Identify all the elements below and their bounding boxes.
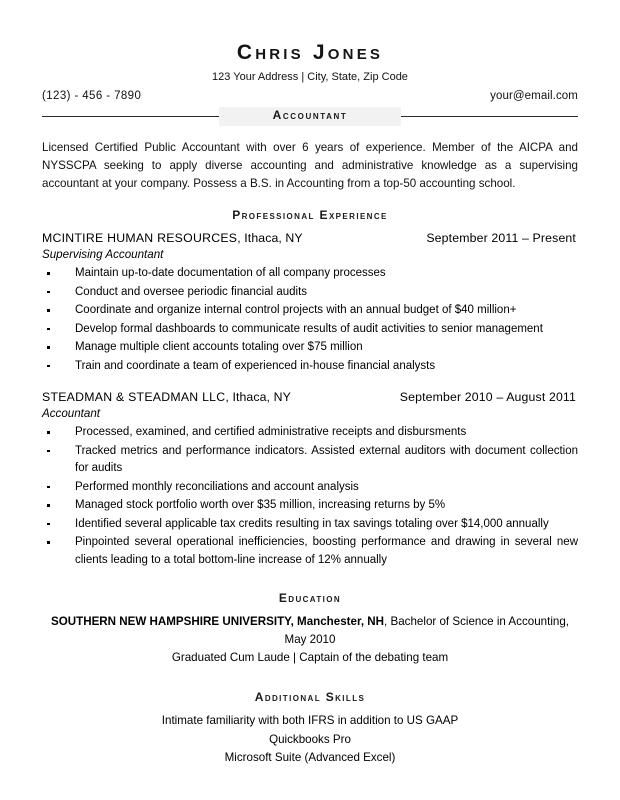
candidate-email: your@email.com xyxy=(490,90,578,103)
experience-dates: September 2011 – Present xyxy=(426,231,576,246)
bullet-item: Train and coordinate a team of experienced in-house financial analysts xyxy=(42,358,578,375)
experience-bullets xyxy=(42,424,578,569)
experience-org xyxy=(42,389,291,406)
education-degree: , Bachelor of Science in Accounting, May 2010 xyxy=(284,615,570,647)
rule-right xyxy=(401,116,578,117)
experience-role: Supervising Accountant xyxy=(42,247,164,261)
resume-header xyxy=(42,42,578,125)
experience-bullets xyxy=(42,265,578,375)
education-entry xyxy=(42,613,578,667)
section-heading-education: Education xyxy=(278,591,342,606)
experience-entry-header xyxy=(42,230,578,247)
contact-row xyxy=(42,90,578,102)
bullet-item: Managed stock portfolio worth over $35 million, increasing returns by 5% xyxy=(42,497,578,514)
bullet-item: Processed, examined, and certified administrative receipts and disbursments xyxy=(42,424,578,441)
experience-dates: September 2010 – August 2011 xyxy=(399,390,576,405)
experience-entry xyxy=(42,389,578,569)
bullet-item: Tracked metrics and performance indicators. Assisted external auditors with document collection for audits xyxy=(42,443,578,478)
bullet-item: Develop formal dashboards to communicate results of audit activities to senior management xyxy=(42,321,578,338)
bullet-item: Conduct and oversee periodic financial audits xyxy=(42,284,578,301)
experience-entry xyxy=(42,230,578,375)
education-location: , Manchester, NH xyxy=(290,615,385,629)
bullet-item: Performed monthly reconciliations and account analysis xyxy=(42,479,578,496)
experience-role: Accountant xyxy=(42,406,101,420)
bullet-item: Identified several applicable tax credits resulting in tax savings totaling over $14,000 annually xyxy=(42,516,578,533)
skills-list xyxy=(42,712,578,768)
skill-item: Quickbooks Pro xyxy=(269,732,351,746)
section-heading-skills: Additional Skills xyxy=(254,690,366,705)
skill-item: Microsoft Suite (Advanced Excel) xyxy=(224,751,396,765)
bullet-item: Manage multiple client accounts totaling over $75 million xyxy=(42,339,578,356)
job-title-banner: Accountant xyxy=(219,107,402,126)
candidate-address: 123 Your Address | City, State, Zip Code xyxy=(212,71,408,84)
experience-company: MCINTIRE HUMAN RESOURCES xyxy=(42,231,238,246)
candidate-phone: (123) - 456 - 7890 xyxy=(42,90,142,103)
education-school: SOUTHERN NEW HAMPSHIRE UNIVERSITY xyxy=(50,615,291,629)
professional-summary: Licensed Certified Public Accountant with over 6 years of experience. Member of the AICPA and NYSSCPA seeking to apply diverse accounting and administrative knowledge as a supervising accountant at your company. Possess a B.S. in Accounting from a top-50 accounting school. xyxy=(42,141,578,191)
skill-item: Intimate familiarity with both IFRS in addition to US GAAP xyxy=(161,714,459,728)
education-main-line xyxy=(42,613,578,649)
candidate-name: Chris Jones xyxy=(236,41,384,64)
job-title-band xyxy=(42,107,578,125)
bullet-item: Maintain up-to-date documentation of all company processes xyxy=(42,265,578,282)
bullet-item: Pinpointed several operational inefficiencies, boosting performance and drawing in several new clients leading to a total bottom-line increase of 12% annually xyxy=(42,534,578,569)
experience-company: STEADMAN & STEADMAN LLC xyxy=(42,390,226,405)
experience-location: , Ithaca, NY xyxy=(237,231,303,246)
education-honors: Graduated Cum Laude | Captain of the debating team xyxy=(171,651,449,665)
experience-org xyxy=(42,230,303,247)
section-heading-experience: Professional Experience xyxy=(232,208,388,223)
rule-left xyxy=(42,116,219,117)
bullet-item: Coordinate and organize internal control projects with an annual budget of $40 million+ xyxy=(42,302,578,319)
experience-entry-header xyxy=(42,389,578,406)
experience-location: , Ithaca, NY xyxy=(225,390,291,405)
